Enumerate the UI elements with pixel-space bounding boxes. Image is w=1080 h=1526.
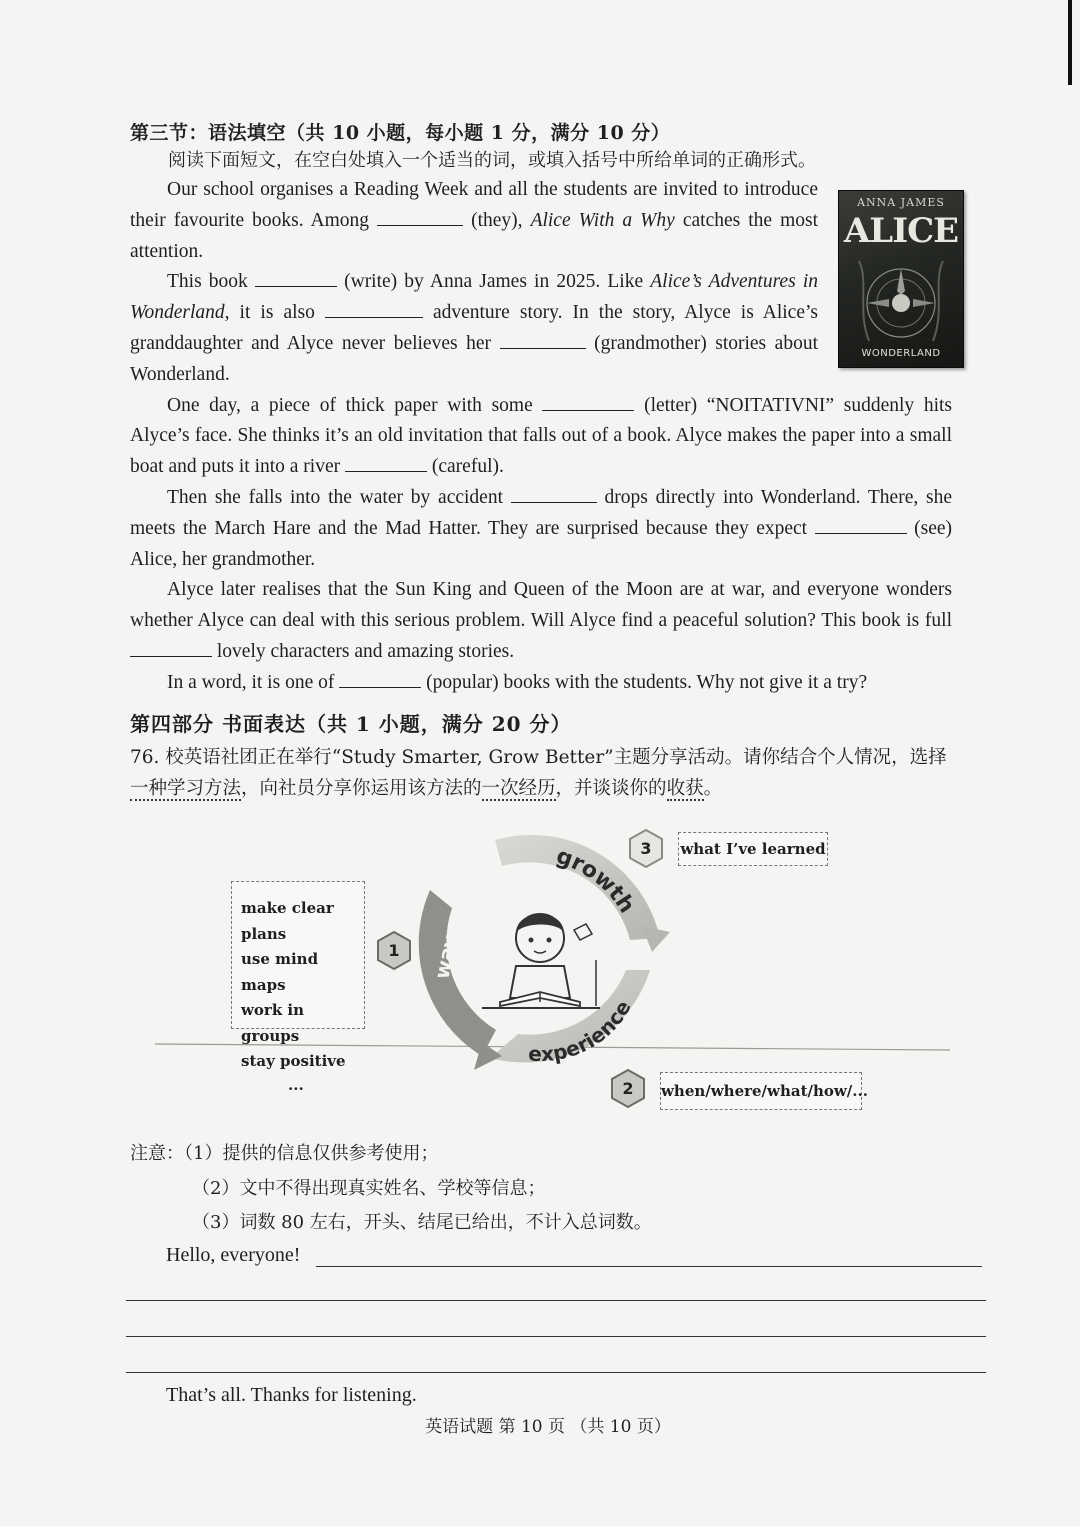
step-3-number: 3: [640, 839, 652, 858]
blank-61[interactable]: [377, 207, 463, 226]
writing-line-1[interactable]: [316, 1266, 982, 1267]
arc-label-growth: growth: [553, 843, 640, 918]
step-1-number: 1: [388, 941, 400, 960]
task-emphasis-experience: 一次经历: [481, 778, 556, 799]
book-cover-ornament: [839, 191, 963, 367]
page-footer: 英语试题 第 10 页 （共 10 页）: [425, 1417, 671, 1437]
blank-66[interactable]: [345, 453, 427, 472]
writing-notes: [130, 1140, 652, 1244]
book-cover-footer: WONDERLAND: [861, 348, 941, 359]
student-reading-illustration: [482, 914, 600, 1008]
method-option: stay positive: [241, 1052, 346, 1070]
passage-paragraph-1: Our school organises a Reading Week and all the students are invited to introduce their favourite books. Among (they), Alice With a Why catches the most attention.: [130, 179, 819, 262]
section3-title: 第三节：语法填空（共 10 小题，每小题 1 分，满分 10 分）: [130, 122, 671, 144]
writing-line-2[interactable]: [126, 1300, 986, 1301]
passage-paragraph-2: This book (write) by Anna James in 2025. Like Alice’s Adventures in Wonderland, it is also adventure story. In the story, Alyce is Alice’s granddaughter and Alyce never believes her (grandmother) stories about Wonderland.: [130, 267, 818, 390]
experience-label-box: when/where/what/how/...: [660, 1072, 862, 1110]
note-3: （3）词数 80 左右，开头、结尾已给出，不计入总词数。: [192, 1212, 652, 1233]
blank-68[interactable]: [815, 515, 907, 534]
note-2: （2）文中不得出现真实姓名、学校等信息；: [192, 1177, 546, 1199]
book-cover-author: ANNA JAMES: [857, 196, 945, 209]
blank-70[interactable]: [339, 669, 421, 688]
page-edge-mark: [1068, 0, 1072, 85]
writing-line-4[interactable]: [126, 1372, 986, 1373]
book-title-classic: Alice’s Adventures in Wonderland: [130, 271, 818, 324]
method-option-more: ...: [288, 1075, 304, 1094]
passage-paragraph-3: One day, a piece of thick paper with some (letter) “NOITATIVNI” suddenly hits Alyce’s face. She thinks it’s an old invitation that falls out of a book. Alyce makes the paper into a small boat and puts it into a river (careful).: [130, 391, 952, 483]
writing-task-prompt: [130, 742, 956, 804]
note-1: （1）提供的信息仅供参考使用；: [184, 1143, 439, 1164]
section3-instruction: 阅读下面短文，在空白处填入一个适当的词，或填入括号中所给单词的正确形式。: [168, 150, 816, 171]
step-2-number: 2: [622, 1079, 634, 1098]
task-emphasis-method: 一种学习方法: [130, 778, 242, 799]
book-cover-image: [838, 190, 964, 368]
step-2-badge: [612, 1070, 644, 1107]
notes-label: 注意：: [130, 1143, 184, 1164]
arc-label-way: way: [429, 932, 463, 982]
task-emphasis-gains: 收获: [666, 778, 704, 799]
passage-paragraph-4: Then she falls into the water by accident drops directly into Wonderland. There, she meets the March Hare and the Mad Hatter. They are surprised because they expect (see) Alice, her grandmother.: [130, 483, 952, 575]
arc-label-experience: experience: [527, 996, 636, 1067]
method-options-box: [231, 881, 365, 1094]
growth-arrowhead: [642, 926, 670, 952]
writing-closing: That’s all. Thanks for listening.: [166, 1384, 417, 1406]
writing-diagram: [130, 820, 970, 1140]
book-title-inline: Alice With a Why: [530, 209, 675, 231]
blank-69[interactable]: [130, 638, 212, 657]
blank-64[interactable]: [500, 330, 586, 349]
note-row-1: [130, 1140, 652, 1175]
blank-63[interactable]: [325, 299, 423, 318]
method-option: make clear plans: [241, 899, 334, 943]
blank-62[interactable]: [255, 268, 337, 287]
writing-line-3[interactable]: [126, 1336, 986, 1337]
task-line-1: 76. 校英语社团正在举行“Study Smarter, Grow Better”主题分享活动。请你结合个人情况，选择: [130, 747, 947, 768]
blank-65[interactable]: [542, 392, 634, 411]
grammar-passage: [130, 175, 952, 699]
method-option: use mind maps: [241, 950, 319, 994]
method-option: work in groups: [241, 1001, 305, 1045]
step-1-badge: [378, 932, 410, 969]
blank-67[interactable]: [511, 484, 597, 503]
passage-paragraph-6: In a word, it is one of (popular) books with the students. Why not give it a try?: [130, 668, 952, 699]
part4-title: 第四部分 书面表达（共 1 小题，满分 20 分）: [130, 712, 572, 736]
book-cover-title: ALICE: [843, 211, 959, 251]
passage-paragraph-5: Alyce later realises that the Sun King and Queen of the Moon are at war, and everyone wonders whether Alyce can deal with this serious problem. Will Alyce find a peaceful solution? This book is full lovely characters and amazing stories.: [130, 579, 952, 662]
step-3-badge: [630, 830, 662, 867]
writing-opening: Hello, everyone!: [166, 1244, 301, 1266]
learned-label-box: what I’ve learned: [678, 832, 828, 866]
task-line-2: 一种学习方法，向社员分享你运用该方法的一次经历，并谈谈你的收获。: [130, 778, 723, 799]
